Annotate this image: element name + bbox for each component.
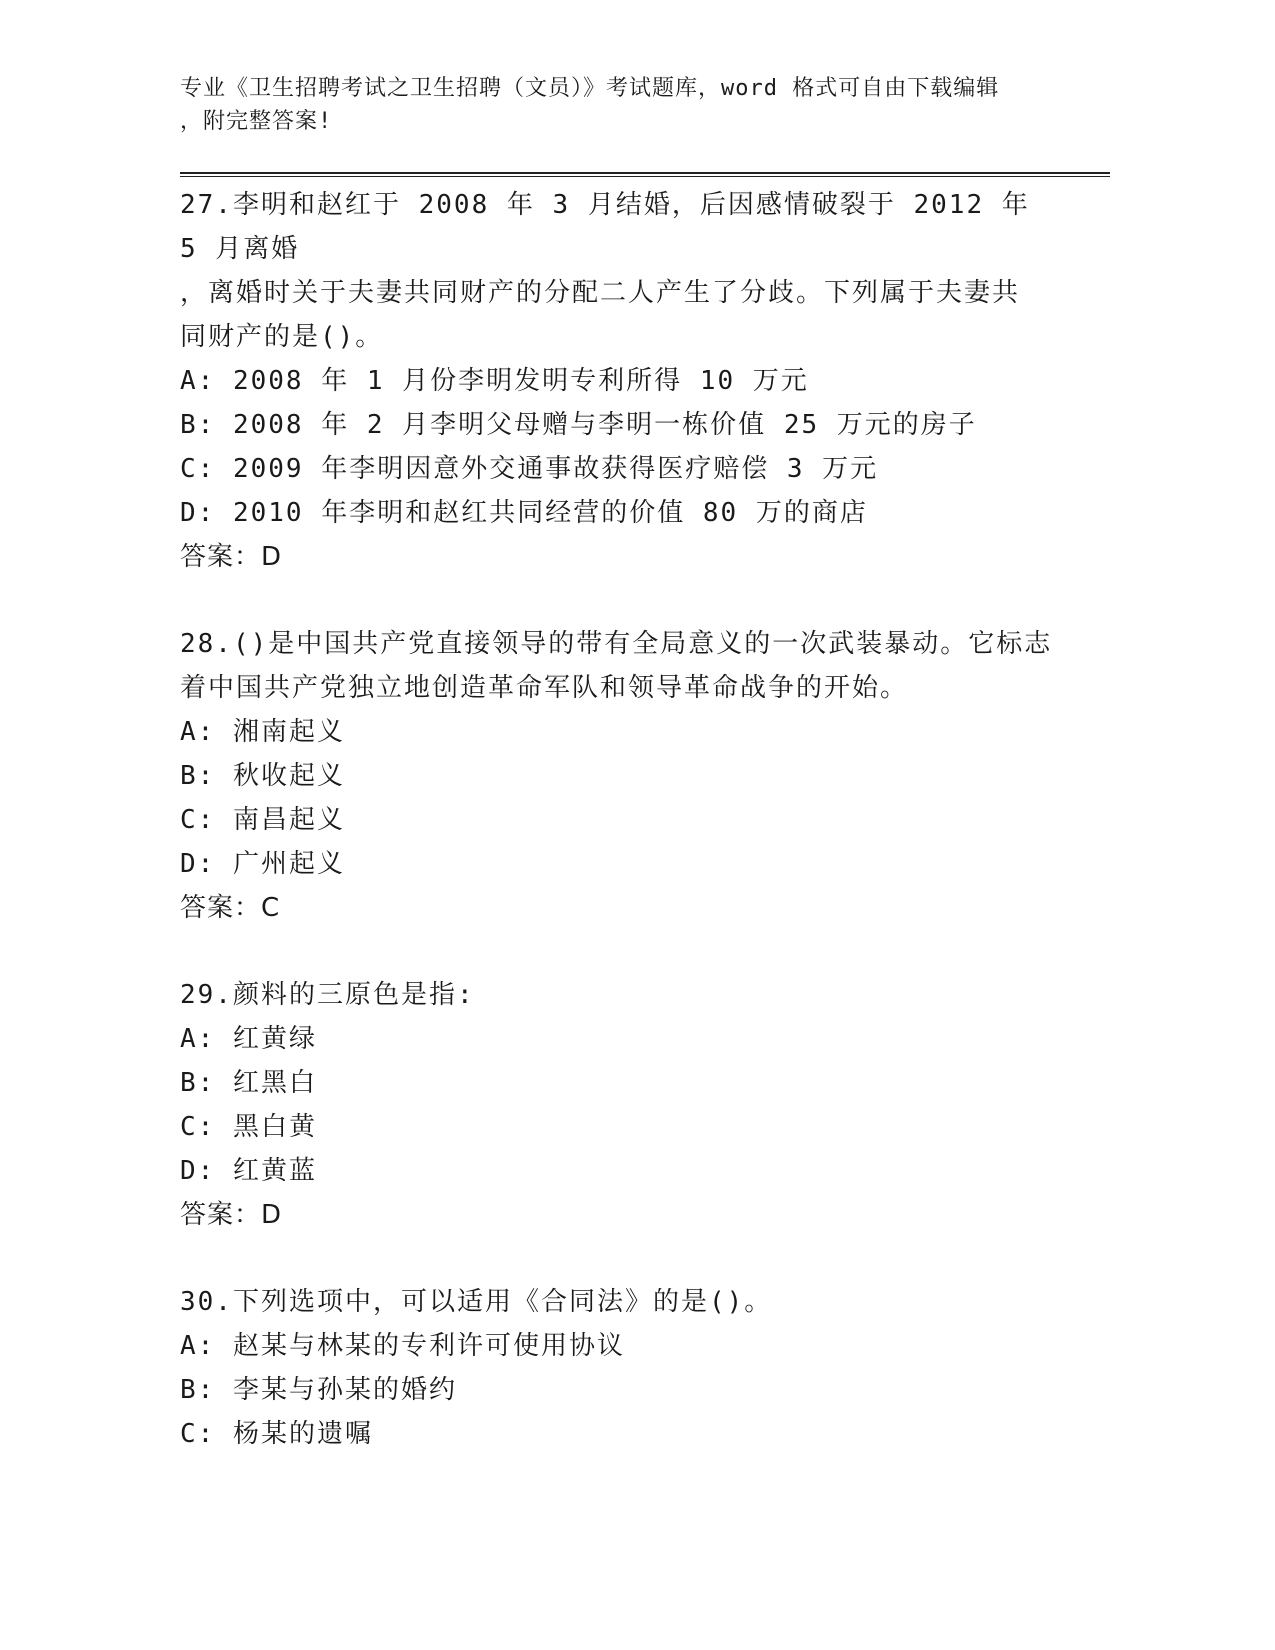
question-stem-line: 29.颜料的三原色是指:: [180, 980, 475, 1010]
option-a: A: 湘南起义: [180, 717, 345, 747]
option-c: C: 2009 年李明因意外交通事故获得医疗赔偿 3 万元: [180, 454, 879, 484]
answer-label: 答案：D: [180, 1200, 283, 1230]
option-b: B: 秋收起义: [180, 761, 345, 791]
answer-label: 答案：D: [180, 542, 283, 572]
option-c: C: 南昌起义: [180, 805, 345, 835]
question-stem-line: 27.李明和赵红于 2008 年 3 月结婚，后因感情破裂于 2012 年 5 月离婚: [180, 190, 1030, 264]
option-a: A: 2008 年 1 月份李明发明专利所得 10 万元: [180, 366, 809, 396]
question-stem-line: ，离婚时关于夫妻共同财产的分配二人产生了分歧。下列属于夫妻共: [180, 278, 1021, 308]
option-d: D: 广州起义: [180, 849, 345, 879]
option-c: C: 杨某的遗嘱: [180, 1419, 373, 1449]
option-b: B: 李某与孙某的婚约: [180, 1375, 457, 1405]
question-gap: [180, 930, 1060, 973]
question-stem-line: 28.()是中国共产党直接领导的带有全局意义的一次武装暴动。它标志: [180, 629, 1053, 659]
answer-label: 答案：C: [180, 893, 281, 923]
question-list: [180, 183, 1060, 1456]
header-line-2: ，附完整答案!: [180, 109, 333, 134]
question-28: [180, 622, 1060, 930]
header-divider: [180, 172, 1110, 177]
header-line-1: 专业《卫生招聘考试之卫生招聘（文员）》考试题库，word 格式可自由下载编辑: [180, 76, 1000, 101]
question-27: [180, 183, 1060, 579]
question-stem-line: 30.下列选项中，可以适用《合同法》的是()。: [180, 1287, 773, 1317]
option-d: D: 2010 年李明和赵红共同经营的价值 80 万的商店: [180, 498, 868, 528]
option-c: C: 黑白黄: [180, 1112, 317, 1142]
option-b: B: 2008 年 2 月李明父母赠与李明一栋价值 25 万元的房子: [180, 410, 977, 440]
question-stem-line: 同财产的是()。: [180, 322, 384, 352]
document-header: [180, 72, 1050, 138]
question-stem-line: 着中国共产党独立地创造革命军队和领导革命战争的开始。: [180, 673, 909, 703]
option-a: A: 赵某与林某的专利许可使用协议: [180, 1331, 625, 1361]
question-30: [180, 1280, 1060, 1456]
option-a: A: 红黄绿: [180, 1024, 317, 1054]
question-gap: [180, 1237, 1060, 1280]
option-d: D: 红黄蓝: [180, 1156, 317, 1186]
question-gap: [180, 579, 1060, 622]
option-b: B: 红黑白: [180, 1068, 317, 1098]
question-29: [180, 973, 1060, 1237]
